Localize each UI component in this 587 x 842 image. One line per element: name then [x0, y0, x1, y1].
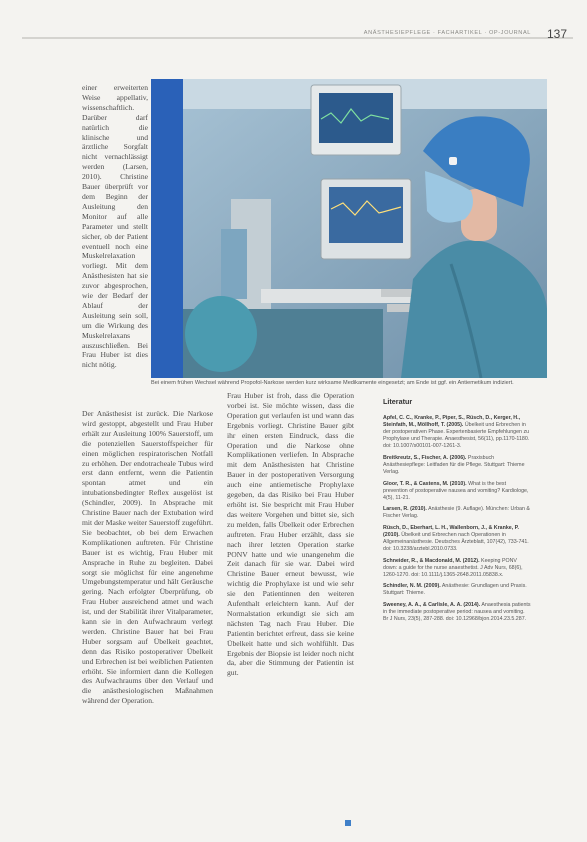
reference-details: Übelkeit und Erbrechen nach Operationen in Allgemeinanästhesie. Deutsches Ärzteblatt, 107(42), 733-741. doi: 10.3238/arztebl.2010.0733.: [383, 531, 529, 553]
reference-item: [383, 525, 531, 553]
reference-authors: Gloor, T. R., & Castens, M. (2010).: [383, 480, 467, 487]
body-column-left-top: [82, 83, 148, 370]
reference-authors: Apfel, C. C., Kranke, P., Piper, S., Rüsch, D., Kerger, H., Steinfath, M., Möllhoff, T. (2005).: [383, 415, 521, 429]
literature-list: [383, 415, 531, 627]
body-column-middle: [227, 391, 354, 678]
reference-item: [383, 583, 531, 597]
reference-authors: Sweeney, A. A., & Carlisle, A. A. (2014).: [383, 601, 481, 608]
page-number: 137: [546, 27, 567, 41]
reference-authors: Larsen, R. (2010).: [383, 506, 427, 513]
reference-authors: Schindler, N. M. (2009).: [383, 583, 441, 590]
body-paragraph: einer erweiterten Weise appellativ, wissenschaftlich. Darüber darf natürlich die klinische und ärztliche Sorgfalt nicht vernachlässigt werden (Larsen, 2010). Christine Bauer überprüft vor dem Beginn der Ausleitung den Monitor auf alle Parameter und stellt sicher, ob der Patient eventuell noch eine Muskelrelaxation vorliegt. Mit dem Anästhesisten hat sie zuvor abgesprochen, wie der Bedarf der Ablauf der Ausleitung sein soll, um die Wirkung des Muskelrelaxans auszuschließen. Bei Frau Huber ist dies nicht nötig.: [82, 83, 148, 370]
body-column-left-bottom: [82, 409, 213, 706]
body-paragraph: Frau Huber ist froh, dass die Operation vorbei ist. Sie möchte wissen, dass die Operation gut verlaufen ist und wann das Ergebnis vorliegt. Christine Bauer gibt ihr einen ersten Eindruck, dass die Operation und die Narkose ohne Komplikationen verliefen. In Absprache mit dem Anästhesisten hat Christine Bauer in der postoperativen Versorgung auch eine antiemetische Prophylaxe gegeben, da das Risiko bei Frau Huber erhöht ist. Sie bespricht mit Frau Huber das weitere Vorgehen und bittet sie, sich zu melden, falls Übelkeit oder Erbrechen auftreten. Frau Huber erzählt, dass sie nach ihrer letzten Operation starke PONV hatte und wie unangenehm die Zeit danach für sie war. Dabei wird Christine Bauer erneut bewusst, wie wichtig die Prophylaxe ist und wie sehr sie den Patientinnen den weiteren Aufenthalt erleichtern kann. Auf der Normalstation erkundigt sie sich am nächsten Tag nach Frau Huber. Die Patientin berichtet erfreut, dass sie keine Übelkeit hatte und sich wohlfühlt. Das Ergebnis der Biopsie ist leider noch nicht da, aber die Stimmung der Patientin ist gut.: [227, 391, 354, 678]
photo-caption: Bei einem frühen Wechsel während Propofol-Narkose werden kurz wirksame Medikamente eingesetzt; am Ende ist ggf. ein Antiemetikum indiziert.: [151, 380, 514, 386]
reference-item: [383, 415, 531, 450]
reference-item: [383, 602, 531, 623]
reference-details: Übelkeit und Erbrechen in der postoperativen Phase. Expertenbasierte Empfehlungen zu Prophylaxe und Therapie. Anaesthesist, 56(11), pp.1170-1180. doi: 10.1007/s00101-007-1261-3.: [383, 422, 530, 450]
reference-item: [383, 481, 531, 502]
reference-item: [383, 455, 531, 476]
article-end-square: [345, 820, 351, 826]
reference-details: Anästhesie (9. Auflage). München: Urban & Fischer Verlag.: [383, 506, 530, 520]
running-head: ANÄSTHESIEPFLEGE · FACHARTIKEL · OP-JOURNAL: [363, 30, 531, 36]
reference-details: Anästhesie: Grundlagen und Praxis. Stuttgart: Thieme.: [383, 583, 527, 597]
header-rule: [22, 37, 573, 39]
anesthesia-nurse-illustration: [151, 79, 547, 378]
literature-heading: Literatur: [383, 397, 413, 406]
operating-room-photo: [151, 79, 547, 378]
reference-details: Praxisbuch Anästhesiepflege: Leitfaden für die Pflege. Stuttgart: Thieme Verlag.: [383, 454, 525, 476]
reference-details: What is the best prevention of postoperative nausea and vomiting? Kardiologe, 4(5), 11-21.: [383, 480, 529, 501]
reference-details: Anaesthesia patients in the immediate postoperative period: nausea and vomiting. Br J Nurs, 23(5), 287-288. doi: 10.12968/bjon.2014.23.5.287.: [383, 601, 531, 622]
reference-details: Keeping PONV down: a guide for the nurse anaesthetist. J Adv Nurs, 68(6), 1260-1270. doi: 10.1111/j.1365-2648.2011.05838.x.: [383, 557, 523, 578]
body-paragraph: Der Anästhesist ist zurück. Die Narkose wird gestoppt, abgestellt und Frau Huber erhält zur Ausleitung 100% Sauerstoff, um die potenziellen Sauerstoffspeicher für einen möglichen respiratorischen Notfall zu erhöhen. Der endotracheale Tubus wird erst dann entfernt, wenn die Patientin spontan atmet und ein intubationsbedingter Reflex ausgelöst ist (Schindler, 2009). In Absprache mit Christine Bauer nach der Extubation wird mit der Maske weiter Sauerstoff zugeführt. Sie beobachtet, ob bei dem Erwachen Komplikationen auftreten. Für Christine Bauer ist es wichtig, Frau Huber mit Ansprache in Ruhe zu begleiten. Dabei sorgt sie möglichst für eine angenehme Umgebungstemperatur und hält Geräusche gering. Nach erfolgter Überprüfung, ob Frau Huber ausreichend atmet und wach ist, und der Stabilität ihrer Vitalparameter, kann sie in den Aufwachraum verlegt werden. Christine Bauer hat bei Frau Huber sorgsam auf Übelkeit geachtet, denn das Risiko postoperativer Übelkeit und Erbrechen ist bei weiblichen Patienten erhöht. Sie informiert dann die Kollegen des Aufwachraums über den Verlauf und die anästhesiologischen Maßnahmen während der Operation.: [82, 409, 213, 706]
reference-item: [383, 558, 531, 579]
reference-authors: Schneider, R., & Macdonald, M. (2012).: [383, 557, 480, 564]
reference-authors: Breitkreutz, S., Fischer, A. (2006).: [383, 454, 467, 461]
reference-item: [383, 506, 531, 520]
reference-authors: Rüsch, D., Eberhart, L. H., Wallenborn, J., & Kranke, P. (2010).: [383, 524, 519, 538]
